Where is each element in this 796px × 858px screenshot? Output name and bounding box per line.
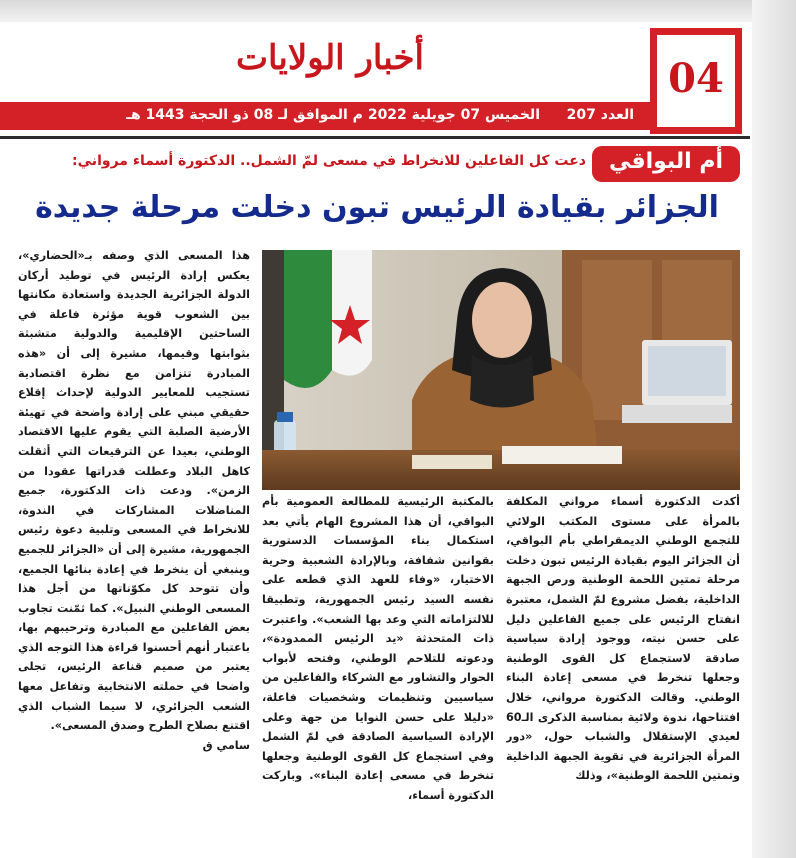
header-rule	[0, 136, 750, 139]
scan-top-shadow	[0, 0, 796, 22]
page-number: 04	[668, 55, 724, 102]
page-edge-shadow	[752, 0, 796, 858]
article-headline: الجزائر بقيادة الرئيس تبون دخلت مرحلة جديدة	[35, 190, 719, 225]
issue-number: العدد 207	[566, 107, 634, 123]
region-badge	[592, 146, 740, 182]
article-column-middle	[262, 492, 494, 858]
section-title: أخبار الولايات	[236, 38, 424, 78]
issue-date: الخميس 07 جويلية 2022 م الموافق لـ 08 ذو الحجة 1443 هـ	[126, 107, 540, 123]
office-portrait-image	[262, 250, 740, 490]
page-number-box	[650, 28, 742, 134]
date-bar	[0, 102, 650, 130]
article-byline: سامي ق	[202, 738, 250, 752]
region-label: أم البواقي	[608, 149, 724, 174]
article-photo	[262, 250, 740, 490]
article-text-left: هذا المسعى الذي وصفه بـ«الحضاري»، يعكس إرادة الرئيس في توطيد أركان الدولة الجزائرية الجديدة واستعادة مكانتها بين الشعوب قوية مؤثرة فاعلة في الساحتين الإقليمية والدولية متشبثة بثوابتها وقيمها، مشيرة إلى أن «هذه المبادرة تتزامن مع نظرة اقتصادية تستجيب للمعايير الدولية لإحداث إقلاع حقيقي مبني على إرادة واضحة في تهيئة الأرضية الصلبة التي يقوم عليها الاقتصاد الوطني، بعيدا عن الترقيعات التي أثقلت كاهل البلاد وعطلت قدراتها عقودا من الزمن». ودعت ذات الدكتورة، جميع المناضلات المشاركات في الندوة، للانخراط في المسعى وتلبية دعوة رئيس الجمهورية، مشيرة إلى أن «الجزائر للجميع وينبغي أن ينخرط في إعادة بنائها الجميع، وأن تتوحد كل مكوّناتها من أجل هذا المسعى الوطني النبيل». كما ثمّنت تجاوب بعض الفاعلين مع المبادرة وترحيبهم بها، باعتبار أنهم أحسنوا قراءة هذا التوجه الذي يعتبر من صميم قناعة الرئيس، تجلى واضحا في حملته الانتخابية وتفاعل معها الشعب الجزائري، لا سيما الشباب الذي اقتنع بصلاح الطرح وصدق المسعى».	[18, 249, 250, 733]
article-text-right: أكدت الدكتورة أسماء مرواني المكلفة بالمرأة على مستوى المكتب الولائي للتجمع الوطني الديمقراطي بأم البواقي، أن الجزائر اليوم بقيادة الرئيس تبون دخلت مرحلة تمتين اللحمة الوطنية ورص الجبهة الداخلية، بفضل مشروع لمّ الشمل، معتبرة انفتاح الرئيس على جميع الفاعلين دليل على حسن نيته، ووجود إرادة سياسية صادقة لاستجماع كل القوى الوطنية وجعلها تنخرط في مسعى إعادة البناء الوطني. وقالت الدكتورة مرواني، خلال افتتاحها، ندوة ولائية بمناسبة الذكرى الـ60 لعيدي الإستقلال والشباب حول، «دور المرأة الجزائرية في تقوية الجبهة الداخلية وتمتين اللحمة الوطنية»، وذلك	[506, 495, 740, 783]
article-column-left	[18, 246, 250, 858]
article-column-right	[506, 492, 740, 858]
article-text-middle: بالمكتبة الرئيسية للمطالعة العمومية بأم البواقي، أن هذا المشروع الهام يأتي بعد استكمال بناء المؤسسات الدستورية بقوانين شفافة، وبالإرادة الشعبية وحرية الاختيار، «وفاء للعهد الذي قطعه على نفسه السيد رئيس الجمهورية، وتطبيقا للالتزاماته التي وعد بها الشعب». واعتبرت ذات المتحدثة «يد الرئيس الممدودة»، ودعوته للتلاحم الوطني، وفتحه لأبواب الحوار والتشاور مع الشركاء والفاعلين من سياسيين وتنظيمات وشخصيات فاعلة، «دليلا على حسن النوايا من جهة وعلى الإرادة السياسية الصادقة في لمّ الشمل وفي استجماع كل القوى الوطنية وجعلها تنخرط في مسعى إعادة البناء». وباركت الدكتورة أسماء،	[262, 495, 494, 802]
article-kicker: دعت كل الفاعلين للانخراط في مسعى لمّ الشمل.. الدكتورة أسماء مرواني:	[72, 153, 586, 169]
